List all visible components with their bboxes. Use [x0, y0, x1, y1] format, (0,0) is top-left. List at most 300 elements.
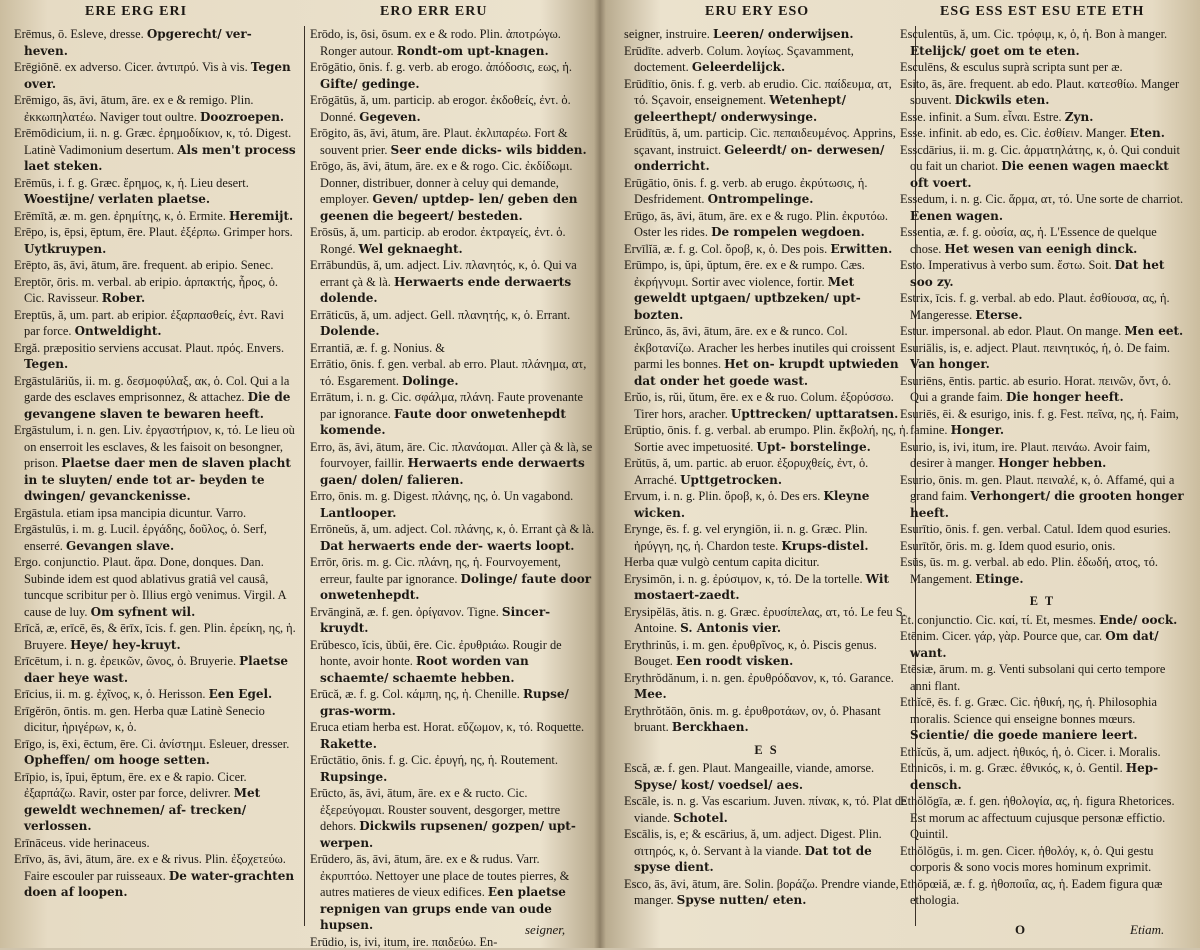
- dictionary-entry: [624, 876, 909, 909]
- entry-dutch-blackletter: Upt- borstelinge.: [757, 440, 871, 454]
- dictionary-entry: [310, 521, 595, 554]
- entry-dutch-blackletter: Men eet.: [1124, 324, 1183, 338]
- entry-latin-french: Erīpio, is, ĭpui, ēptum, ēre. ex e & rapio. Cicer. ἐξαρπάζω. Ravir, oster par force, delivrer.: [14, 770, 247, 801]
- entry-dutch-blackletter: Ende/ oock.: [1099, 613, 1177, 627]
- entry-dutch-blackletter: Die de gevangene slaven te bewaren heeft.: [24, 390, 290, 421]
- section-heading: E T: [900, 593, 1185, 610]
- entry-dutch-blackletter: Woestijne/ verlaten plaetse.: [24, 192, 210, 206]
- dictionary-entry: [624, 43, 909, 76]
- dictionary-entry: [14, 422, 299, 505]
- entry-latin-french: Ergāstulāriŭs, ii. m. g. δεσμοφύλαξ, ακ, ὁ. Col. Qui a la garde des esclaves emprisonnez, & attachez.: [14, 374, 289, 405]
- dictionary-entry: [900, 76, 1185, 109]
- entry-dutch-blackletter: Heremijt.: [229, 209, 293, 223]
- entry-dutch-blackletter: Ontrompelinge.: [708, 192, 814, 206]
- dictionary-entry: [624, 604, 909, 637]
- entry-latin-french: Erōgo, ās, āvi, ātum, āre. ex e & rogo. Cic. ἐκδίδωμι. Donner, distribuer, donner à celuy qui demande, employer.: [310, 159, 572, 206]
- entry-latin-french: Ethŏlŏgūs, i. m. gen. Cicer. ἠθολόγ, κ, ὁ. Qui gestu corporis & sono vocis mores hominum exprimit.: [900, 844, 1154, 875]
- dictionary-entry: [310, 488, 595, 521]
- dictionary-entry: [900, 760, 1185, 793]
- entry-dutch-blackletter: Zyn.: [1065, 110, 1094, 124]
- entry-latin-french: Errābundūs, ă, um. adject. Liv. πλανητός, κ, ὁ. Qui va errant çà & là.: [310, 258, 577, 289]
- dictionary-entry: [310, 637, 595, 687]
- entry-latin-french: Esurītŏr, ōris. m. g. Idem quod esurio, onis.: [900, 539, 1115, 553]
- entry-dutch-blackletter: S. Antonis vier.: [680, 621, 781, 635]
- dictionary-entry: [624, 208, 909, 241]
- dictionary-entry: [624, 389, 909, 422]
- entry-dutch-blackletter: Uytkruypen.: [24, 242, 106, 256]
- dictionary-entry: [900, 521, 1185, 538]
- dictionary-entry: [900, 59, 1185, 76]
- dictionary-entry: [624, 488, 909, 521]
- entry-latin-french: Erīvo, ās, āvi, ātum, āre. ex e & rivus. Plin. ἐξοχετεύω. Faire escouler par ruisseaux.: [14, 852, 286, 883]
- dictionary-entry: [624, 257, 909, 323]
- entry-dutch-blackletter: Rupsinge.: [320, 770, 387, 784]
- column-header: ESG ESS EST ESU ETE ETH: [940, 4, 1144, 20]
- dictionary-entry: [624, 76, 909, 126]
- dictionary-entry: [624, 793, 909, 826]
- entry-latin-french: Erythrŏdănum, i. n. gen. ἐρυθρόδανον, κ, τό. Garance.: [624, 671, 894, 685]
- entry-dutch-blackletter: Kleyne wicken.: [634, 489, 869, 520]
- dictionary-entry: [310, 307, 595, 340]
- entry-group: [624, 760, 909, 909]
- entry-dutch-blackletter: Wit mostaert-zaedt.: [634, 572, 889, 603]
- entry-dutch-blackletter: Honger hebben.: [998, 456, 1106, 470]
- entry-dutch-blackletter: Dickwils rupsenen/ gozpen/ upt- werpen.: [320, 819, 576, 850]
- entry-dutch-blackletter: Verhongert/ die grooten honger heeft.: [910, 489, 1184, 520]
- entry-latin-french: Erūptio, ōnis. f. g. verbal. ab erumpo. Plin. ἔκβολή, ης, ἡ. Sortie avec impetuosité.: [624, 423, 909, 454]
- entry-latin-french: Errōneŭs, ă, um. adject. Col. πλάνης, κ, ὁ. Errant çà & là.: [310, 522, 594, 536]
- entry-dutch-blackletter: Het on- krupdt uptwieden dat onder het goede wast.: [634, 357, 899, 388]
- entry-dutch-blackletter: Spyse/ kost/ voedsel/ aes.: [634, 778, 803, 792]
- entry-latin-french: Erēpto, ās, āvi, ātum, āre. frequent. ab eripio. Senec.: [14, 258, 273, 272]
- entry-latin-french: Erōgātio, ōnis. f. g. verb. ab erogo. ἀπόδοσις, εως, ἡ.: [310, 60, 572, 74]
- entry-latin-french: Esto. Imperativus à verbo sum. ἔστω. Soit.: [900, 258, 1115, 272]
- entry-dutch-blackletter: Dat herwaerts ende der- waerts loopt.: [320, 539, 574, 553]
- dictionary-entry: [14, 373, 299, 423]
- dictionary-entry: [310, 439, 595, 489]
- entry-latin-french: Esse. infinit. ab edo, es. Cic. ἐσθίειν. Manger.: [900, 126, 1130, 140]
- entry-group: [900, 26, 1185, 587]
- dictionary-entry: [14, 257, 299, 274]
- entry-latin-french: Erēpo, is, ēpsi, ēptum, ēre. Plaut. ἐξέρπω. Grimper hors.: [14, 225, 293, 239]
- entry-latin-french: Estrix, īcis. f. g. verbal. ab edo. Plaut. ἐσθίουσα, ας, ἡ. Mangeresse.: [900, 291, 1170, 322]
- entry-latin-french: Erūgātio, ōnis. f. g. verb. ab erugo. ἐκρύτωσις, ἡ. Desfridement.: [624, 176, 867, 207]
- dictionary-entry: [624, 26, 909, 43]
- entry-latin-french: Erŭtūs, ă, um. partic. ab eruor. ἐξορυχθείς, ἐντ, ὁ. Arraché.: [624, 456, 868, 487]
- dictionary-entry: [14, 505, 299, 522]
- entry-dutch-blackletter: Om syfnent wil.: [91, 605, 196, 619]
- entry-latin-french: seigner, instruire.: [624, 27, 713, 41]
- entry-latin-french: Erūcă, æ. f. g. Col. κάμπη, ης, ἡ. Chenille.: [310, 687, 523, 701]
- entry-dutch-blackletter: Leeren/ onderwijsen.: [713, 27, 854, 41]
- entry-latin-french: Errantiā, æ. f. g. Nonius. &: [310, 341, 445, 355]
- dictionary-entry: [900, 694, 1185, 744]
- dictionary-entry: [624, 670, 909, 703]
- entry-dutch-blackletter: Dat tot de spyse dient.: [634, 844, 872, 875]
- dictionary-entry: [14, 521, 299, 554]
- entry-latin-french: Ergo. conjunctio. Plaut. ἄρα. Done, donques. Dan. Subinde idem est quod ablativus gratiâ vel causâ, tuncque scribitur per ò. Illius ergò venimus. Virgil. A cause de luy.: [14, 555, 286, 619]
- dictionary-column: [310, 26, 595, 950]
- entry-latin-french: Esse. infinit. a Sum. εἶναι. Estre.: [900, 110, 1065, 124]
- entry-dutch-blackletter: Om dat/ want.: [910, 629, 1159, 660]
- entry-latin-french: Erēmus, ō. Esleve, dresse.: [14, 27, 147, 41]
- dictionary-entry: [900, 26, 1185, 59]
- entry-dutch-blackletter: Dat het soo zy.: [910, 258, 1164, 289]
- entry-latin-french: Erŭbesco, ĭcis, ŭbŭi, ēre. Cic. ἐρυθριάω. Rougir de honte, avoir honte.: [310, 638, 562, 669]
- dictionary-entry: [14, 175, 299, 208]
- entry-latin-french: Esurītio, ōnis. f. gen. verbal. Catul. Idem quod esuries.: [900, 522, 1171, 536]
- entry-latin-french: Esurio, is, ivi, itum, ire. Plaut. πεινάω. Avoir faim, desirer à manger.: [900, 440, 1150, 471]
- entry-dutch-blackletter: Heye/ hey-kruyt.: [70, 638, 181, 652]
- signature-mark: O: [1015, 922, 1025, 938]
- dictionary-column: [14, 26, 299, 901]
- entry-dutch-blackletter: Plaetse daer men de slaven placht in te sluyten/ ende tot ar- beyden te dwingen/ gevanckenisse.: [24, 456, 291, 503]
- entry-dutch-blackletter: Lantlooper.: [320, 506, 396, 520]
- entry-latin-french: Erōgātūs, ă, um. particip. ab erogor. ἐκδοθείς, ἐντ. ὁ. Donné.: [310, 93, 571, 124]
- entry-latin-french: Erēgiōnē. ex adverso. Cicer. ἀντιπρύ. Vis à vis.: [14, 60, 251, 74]
- entry-latin-french: Ervīlĭā, æ. f. g. Col. ὄροβ, κ, ὁ. Des pois.: [624, 242, 830, 256]
- catchword: Etiam.: [1130, 922, 1164, 938]
- dictionary-entry: [900, 793, 1185, 843]
- entry-dutch-blackletter: Een plaetse repnigen van grups ende van oude hupsen.: [320, 885, 566, 932]
- entry-dutch-blackletter: Opheffen/ om hooge setten.: [24, 753, 210, 767]
- dictionary-entry: [624, 323, 909, 389]
- entry-latin-french: Erŭnco, ās, āvi, ātum, āre. ex e & runco. Col. ἐκβοτανίζω. Aracher les herbes inutiles qui croissent parmi les bonnes.: [624, 324, 895, 371]
- section-heading: E S: [624, 742, 909, 759]
- entry-latin-french: Erīnāceus. vide herinaceus.: [14, 836, 150, 850]
- entry-latin-french: Et. conjunctio. Cic. καί, τί. Et, mesmes.: [900, 613, 1099, 627]
- entry-latin-french: Essedum, i. n. g. Cic. ἅρμα, ατ, τό. Une sorte de charriot.: [900, 192, 1183, 206]
- dictionary-entry: [14, 208, 299, 225]
- dictionary-entry: [624, 241, 909, 258]
- entry-dutch-blackletter: Met geweldt uptgaen/ uptbzeken/ upt- bozten.: [634, 275, 861, 322]
- entry-latin-french: Erōsūs, ă, um. particip. ab erodor. ἐκτραγείς, ἐντ. ὁ. Rongé.: [310, 225, 566, 256]
- catchword: seigner,: [525, 922, 565, 938]
- entry-latin-french: Erynge, ēs. f. g. vel eryngiōn, ii. n. g. Græc. Plin. ἠρύγγη, ης, ἡ. Chardon teste.: [624, 522, 868, 553]
- entry-latin-french: Erīcētum, i. n. g. ἐρεικῶν, ῶνος, ὁ. Bruyerie.: [14, 654, 239, 668]
- entry-latin-french: Etēsiæ, ārum. m. g. Venti subsolani qui certo tempore anni flant.: [900, 662, 1165, 693]
- dictionary-entry: [310, 686, 595, 719]
- dictionary-entry: [900, 257, 1185, 290]
- entry-latin-french: Erūdīte. adverb. Colum. λογίως. Sçavamment, doctement.: [624, 44, 854, 75]
- entry-latin-french: Esuriēs, ēi. & esurigo, inis. f. g. Fest. πεῖνα, ης, ἡ. Faim, famine.: [900, 407, 1179, 438]
- entry-latin-french: Esuriēns, ēntis. partic. ab esurio. Horat. πεινῶν, ὄντ, ὁ. Qui a grande faim.: [900, 374, 1171, 405]
- dictionary-entry: [14, 620, 299, 653]
- entry-dutch-blackletter: Als men't process laet steken.: [24, 143, 296, 174]
- dictionary-entry: [624, 826, 909, 876]
- entry-dutch-blackletter: Scientie/ die goede maniere leert.: [910, 728, 1138, 742]
- dictionary-entry: [900, 142, 1185, 192]
- entry-latin-french: Essentia, æ. f. g. οὐσία, ας, ἡ. L'Essence de quelque chose.: [900, 225, 1157, 256]
- entry-dutch-blackletter: Opgerecht/ ver- heven.: [24, 27, 252, 58]
- entry-dutch-blackletter: Etinge.: [975, 572, 1023, 586]
- entry-latin-french: Esculēns, & esculus suprà scripta sunt per æ.: [900, 60, 1123, 74]
- entry-latin-french: Ergāstula. etiam ipsa mancipia dicuntur. Varro.: [14, 506, 246, 520]
- entry-dutch-blackletter: Schotel.: [673, 811, 728, 825]
- entry-latin-french: Erūdītūs, ă, um. particip. Cic. πεπαιδευμένος. Apprins, sçavant, instruict.: [624, 126, 896, 157]
- entry-dutch-blackletter: Geleerdt/ on- derwesen/ onderricht.: [634, 143, 884, 174]
- entry-dutch-blackletter: Dolinge.: [402, 374, 458, 388]
- dictionary-entry: [624, 125, 909, 175]
- dictionary-entry: [624, 175, 909, 208]
- entry-latin-french: Ervum, i. n. g. Plin. ὄροβ, κ, ὁ. Des ers.: [624, 489, 823, 503]
- entry-dutch-blackletter: Die eenen wagen maeckt oft voert.: [910, 159, 1169, 190]
- column-header: ERU ERY ESO: [705, 4, 809, 20]
- entry-dutch-blackletter: Tegen.: [24, 357, 68, 371]
- dictionary-entry: [310, 26, 595, 59]
- entry-dutch-blackletter: Wetenhept/ geleerthept/ onderwysinge.: [634, 93, 846, 124]
- entry-latin-french: Erūdero, ās, āvi, ātum, āre. ex e & rudus. Varr. ἐκρυπτόω. Nettoyer une place de toutes pierres, & autres matieres de vieux edifices.: [310, 852, 569, 899]
- entry-latin-french: Erōgito, ās, āvi, ātum, āre. Plaut. ἐκλιπαρέω. Fort & souvent prier.: [310, 126, 568, 157]
- entry-latin-french: Erēmōdicium, ii. n. g. Græc. ἐρημοδίκιον, κ, τό. Digest. Latinè Vadimonium desertum.: [14, 126, 291, 157]
- entry-dutch-blackletter: Een roodt visken.: [676, 654, 793, 668]
- left-page: [0, 0, 600, 948]
- entry-dutch-blackletter: De water-grachten doen af loopen.: [24, 869, 294, 900]
- dictionary-entry: [14, 769, 299, 835]
- entry-latin-french: Erythrinŭs, i. m. gen. ἐρυθρῖνος, κ, ὁ. Piscis genus. Bouget.: [624, 638, 877, 669]
- entry-latin-french: Erro, ōnis. m. g. Digest. πλάνης, ης, ὁ. Un vagabond.: [310, 489, 573, 503]
- entry-latin-french: Esūs, ūs. m. g. verbal. ab edo. Plin. ἐδωδή, ατος, τό. Mangement.: [900, 555, 1158, 586]
- dictionary-column: [624, 26, 909, 909]
- entry-dutch-blackletter: Root worden van schaemte/ schaemte hebben.: [320, 654, 529, 685]
- entry-latin-french: Erysipĕlās, ătis. n. g. Græc. ἐρυσίπελας, ατ, τό. Le feu S. Antoine.: [624, 605, 906, 636]
- entry-latin-french: Erūdio, is, ivi, itum, ire. παιδεύω. En-: [310, 935, 497, 949]
- dictionary-entry: [310, 59, 595, 92]
- dictionary-entry: [14, 686, 299, 703]
- dictionary-entry: [900, 373, 1185, 406]
- entry-latin-french: Ethĭcē, ēs. f. g. Græc. Cic. ἠθική, ης, ἡ. Philosophia moralis. Science qui enseigne bonnes mœurs.: [900, 695, 1157, 726]
- entry-dutch-blackletter: Een Egel.: [209, 687, 273, 701]
- entry-latin-french: Erīgo, is, ēxi, ēctum, ēre. Ci. ἀνίστημι. Esleuer, dresser.: [14, 737, 289, 751]
- entry-latin-french: Ervāngină, æ. f. gen. ὀρίγανον. Tigne.: [310, 605, 502, 619]
- dictionary-entry: [900, 843, 1185, 876]
- entry-latin-french: Estur. impersonal. ab edor. Plaut. On mange.: [900, 324, 1124, 338]
- entry-latin-french: Erēmūs, i. f. g. Græc. ἔρημος, κ, ἡ. Lieu desert.: [14, 176, 249, 190]
- entry-latin-french: Erūmpo, is, ŭpi, ŭptum, ēre. ex e & rumpo. Cæs. ἐκρήγνυμι. Sortir avec violence, fortir.: [624, 258, 865, 289]
- entry-latin-french: Ethŏlŏgīa, æ. f. gen. ἠθολογία, ας, ἡ. figura Rhetorices. Est morum ac affectuum cujusque personæ effictio. Quintil.: [900, 794, 1175, 841]
- dictionary-entry: [900, 191, 1185, 224]
- entry-latin-french: Ereptūs, ă, um. part. ab eripior. ἐξαρπασθείς, ἐντ. Ravi par force.: [14, 308, 284, 339]
- entry-dutch-blackletter: Upttgetrocken.: [680, 473, 782, 487]
- dictionary-entry: [310, 752, 595, 785]
- entry-dutch-blackletter: Seer ende dicks- wils bidden.: [391, 143, 587, 157]
- entry-latin-french: Escāle, is. n. g. Vas escarium. Juven. πίνακ, κ, τό. Plat de viande.: [624, 794, 907, 825]
- entry-dutch-blackletter: Eterse.: [975, 308, 1022, 322]
- dictionary-entry: [900, 628, 1185, 661]
- dictionary-entry: [14, 307, 299, 340]
- dictionary-entry: [14, 274, 299, 307]
- entry-dutch-blackletter: Sincer-kruydt.: [320, 605, 550, 636]
- entry-latin-french: Esco, ās, āvi, ātum, āre. Solin. βοράζω. Prendre viande, manger.: [624, 877, 899, 908]
- entry-latin-french: Esurio, ōnis. m. gen. Plaut. πειναλέ, κ, ὁ. Affamé, qui a grand faim.: [900, 473, 1174, 504]
- entry-latin-french: Escālis, is, e; & escārius, ă, um. adject. Digest. Plin. σιτηρός, κ, ὁ. Servant à la viande.: [624, 827, 882, 858]
- entry-dutch-blackletter: Rondt-om upt-knagen.: [397, 44, 549, 58]
- entry-latin-french: Erīgĕrōn, ōntis. m. gen. Herba quæ Latinè Senecio dicitur, ἠριγέρων, κ, ὁ.: [14, 704, 265, 735]
- entry-latin-french: Etēnim. Cicer. γάρ, γὰρ. Pource que, car.: [900, 629, 1105, 643]
- dictionary-entry: [624, 760, 909, 793]
- entry-latin-french: Erŭo, is, rŭi, ŭtum, ēre. ex e & ruo. Colum. ἐξορύσσω. Tirer hors, aracher.: [624, 390, 894, 421]
- dictionary-entry: [900, 554, 1185, 587]
- entry-dutch-blackletter: Het wesen van eenigh dinck.: [944, 242, 1137, 256]
- entry-latin-french: Esculentūs, ă, um. Cic. τρόφιμ, κ, ὁ, ἡ. Bon à manger.: [900, 27, 1167, 41]
- entry-dutch-blackletter: Met geweldt wechnemen/ af- trecken/ verlossen.: [24, 786, 260, 833]
- dictionary-entry: [900, 125, 1185, 142]
- entry-latin-french: Erūcto, ās, āvi, ātum, āre. ex e & ructo. Cic. ἐξερεύγομαι. Rouster souvent, desgorger, mettre dehors.: [310, 786, 560, 833]
- entry-dutch-blackletter: Honger.: [951, 423, 1005, 437]
- entry-dutch-blackletter: De rompelen wegdoen.: [711, 225, 865, 239]
- dictionary-entry: [900, 340, 1185, 373]
- dictionary-entry: [14, 835, 299, 852]
- dictionary-entry: [900, 323, 1185, 340]
- entry-dutch-blackletter: Ontweldight.: [75, 324, 162, 338]
- column-rule: [304, 26, 305, 926]
- dictionary-entry: [900, 612, 1185, 629]
- dictionary-entry: [310, 257, 595, 307]
- entry-latin-french: Errāticūs, ă, um. adject. Gell. πλανητής, κ, ὁ. Errant.: [310, 308, 570, 322]
- entry-latin-french: Ergāstulum, i. n. gen. Liv. ἐργαστήριον, κ, τό. Le lieu où on enserroit les esclaves, & les faisoit on besongner, prison.: [14, 423, 295, 470]
- entry-dutch-blackletter: Van honger.: [910, 357, 990, 371]
- entry-dutch-blackletter: Herwaerts ende derwaerts gaen/ dolen/ falieren.: [320, 456, 585, 487]
- entry-dutch-blackletter: Upttrecken/ upttaratsen.: [731, 407, 898, 421]
- entry-dutch-blackletter: Gifte/ gedinge.: [320, 77, 420, 91]
- entry-latin-french: Erēmītă, æ. m. gen. ἐρημίτης, κ, ὁ. Ermite.: [14, 209, 229, 223]
- entry-dutch-blackletter: Spyse nutten/ eten.: [677, 893, 807, 907]
- entry-latin-french: Errōr, ōris. m. g. Cic. πλάνη, ης, ἡ. Fourvoyement, erreur, faulte par ignorance.: [310, 555, 561, 586]
- entry-group: [900, 612, 1185, 909]
- dictionary-entry: [900, 876, 1185, 909]
- dictionary-entry: [900, 744, 1185, 761]
- dictionary-entry: [14, 26, 299, 59]
- column-header: ERE ERG ERI: [85, 4, 187, 20]
- entry-dutch-blackletter: Dolende.: [320, 324, 380, 338]
- dictionary-entry: [900, 109, 1185, 126]
- dictionary-entry: [14, 92, 299, 125]
- entry-latin-french: Ereptōr, ōris. m. verbal. ab eripio. ἁρπακτής, ἧρος, ὁ. Cic. Ravisseur.: [14, 275, 278, 306]
- entry-dutch-blackletter: Rakette.: [320, 737, 377, 751]
- dictionary-entry: [14, 340, 299, 373]
- dictionary-entry: [900, 538, 1185, 555]
- entry-latin-french: Erūctātio, ōnis. f. g. Cic. ἐρυγή, ης, ἡ. Routement.: [310, 753, 558, 767]
- entry-dutch-blackletter: Dolinge/ faute door onwetenhepdt.: [320, 572, 591, 603]
- entry-group: [624, 26, 909, 736]
- entry-latin-french: Erōdo, is, ōsi, ōsum. ex e & rodo. Plin. ἀποτρώγω. Ronger autour.: [310, 27, 561, 58]
- dictionary-entry: [900, 661, 1185, 694]
- entry-latin-french: Erīcius, ii. m. g. ἐχῖνος, κ, ὁ. Herisson.: [14, 687, 209, 701]
- entry-latin-french: Esuriālis, is, e. adject. Plaut. πεινητικός, ἡ, ὁ. De faim.: [900, 341, 1170, 355]
- dictionary-entry: [14, 59, 299, 92]
- dictionary-entry: [310, 125, 595, 158]
- dictionary-entry: [624, 521, 909, 554]
- entry-latin-french: Ethĭcŭs, ă, um. adject. ἠθικός, ἡ, ὁ. Cicer. i. Moralis.: [900, 745, 1161, 759]
- entry-dutch-blackletter: Wel geknaeght.: [359, 242, 463, 256]
- dictionary-entry: [14, 703, 299, 736]
- entry-latin-french: Erythrŏtăōn, ōnis. m. g. ἐρυθροτάων, ον, ὁ. Phasant bruant.: [624, 704, 881, 735]
- entry-dutch-blackletter: Geven/ uptdep- len/ geben den geenen die begeert/ besteden.: [320, 192, 578, 223]
- entry-latin-french: Esito, ās, āre. frequent. ab edo. Plaut. κατεσθίω. Manger souvent.: [900, 77, 1179, 108]
- entry-dutch-blackletter: Etelijck/ goet om te eten.: [910, 44, 1080, 58]
- dictionary-entry: [624, 422, 909, 455]
- dictionary-entry: [310, 92, 595, 125]
- dictionary-entry: [624, 637, 909, 670]
- entry-latin-french: Erīcă, æ, erīcē, ēs, & ērīx, īcis. f. gen. Plin. ἐρείκη, ης, ἡ. Bruyere.: [14, 621, 296, 652]
- entry-dutch-blackletter: Eten.: [1130, 126, 1165, 140]
- entry-dutch-blackletter: Dickwils eten.: [955, 93, 1050, 107]
- dictionary-entry: [310, 604, 595, 637]
- dictionary-entry: [14, 736, 299, 769]
- entry-dutch-blackletter: Erwitten.: [830, 242, 892, 256]
- entry-latin-french: Esscdārius, ii. m. g. Cic. ἁρματηλάτης, κ, ὁ. Qui conduit ou fait un chariot.: [900, 143, 1180, 174]
- dictionary-entry: [310, 719, 595, 752]
- entry-latin-french: Eruca etiam herba est. Horat. εὔζωμον, κ, τό. Roquette.: [310, 720, 584, 734]
- column-header: ERO ERR ERU: [380, 4, 487, 20]
- entry-latin-french: Erysimōn, i. n. g. ἐρύσιμον, κ, τό. De la tortelle.: [624, 572, 866, 586]
- entry-dutch-blackletter: Die honger heeft.: [1006, 390, 1124, 404]
- dictionary-column: [900, 26, 1185, 909]
- dictionary-entry: [14, 224, 299, 257]
- entry-dutch-blackletter: Geleerdelijck.: [692, 60, 785, 74]
- entry-latin-french: Errātio, ōnis. f. gen. verbal. ab erro. Plaut. πλάνημα, ατ, τό. Esgarement.: [310, 357, 586, 388]
- dictionary-entry: [310, 356, 595, 389]
- dictionary-entry: [310, 340, 595, 357]
- entry-latin-french: Erēmigo, ās, āvi, ātum, āre. ex e & remigo. Plin. ἐκκωπηλατέω. Naviger tout oultre.: [14, 93, 254, 124]
- entry-dutch-blackletter: Herwaerts ende derwaerts dolende.: [320, 275, 571, 306]
- entry-dutch-blackletter: Faute door onwetenhepdt komende.: [320, 407, 566, 438]
- entry-latin-french: Ergāstulūs, i. m. g. Lucil. ἐργάδης, δοῦλος, ὁ. Serf, enserré.: [14, 522, 267, 553]
- entry-dutch-blackletter: Doozroepen.: [200, 110, 284, 124]
- entry-latin-french: Errātum, i. n. g. Cic. σφάλμα, πλάνη. Faute provenante par ignorance.: [310, 390, 583, 421]
- dictionary-entry: [900, 472, 1185, 522]
- dictionary-entry: [14, 554, 299, 620]
- entry-latin-french: Ethŏpœiă, æ. f. g. ἠθοποιΐα, ας, ἡ. Eadem figura quæ ethologia.: [900, 877, 1162, 908]
- dictionary-entry: [900, 439, 1185, 472]
- entry-dutch-blackletter: Hep- densch.: [910, 761, 1158, 792]
- entry-latin-french: Escă, æ. f. gen. Plaut. Mangeaille, viande, amorse.: [624, 761, 874, 775]
- dictionary-entry: [900, 224, 1185, 257]
- entry-dutch-blackletter: Mee.: [634, 687, 667, 701]
- entry-dutch-blackletter: Rober.: [102, 291, 145, 305]
- entry-dutch-blackletter: Plaetse daer heye wast.: [24, 654, 288, 685]
- entry-latin-french: Erūdītio, ōnis. f. g. verb. ab erudio. Cic. παίδευμα, ατ, τό. Sçavoir, enseignement.: [624, 77, 892, 108]
- entry-dutch-blackletter: Krups-distel.: [781, 539, 868, 553]
- dictionary-entry: [624, 703, 909, 736]
- entry-dutch-blackletter: Rupse/ gras-worm.: [320, 687, 569, 718]
- entry-dutch-blackletter: Gevangen slave.: [66, 539, 174, 553]
- right-page: [600, 0, 1200, 948]
- dictionary-entry: [900, 406, 1185, 439]
- entry-dutch-blackletter: Tegen over.: [24, 60, 291, 91]
- dictionary-entry: [14, 125, 299, 175]
- entry-latin-french: Herba quæ vulgò centum capita dicitur.: [624, 555, 819, 569]
- dictionary-entry: [310, 389, 595, 439]
- entry-dutch-blackletter: Gegeven.: [359, 110, 420, 124]
- dictionary-entry: [310, 554, 595, 604]
- dictionary-entry: [900, 290, 1185, 323]
- dictionary-entry: [310, 158, 595, 224]
- dictionary-entry: [624, 554, 909, 571]
- dictionary-entry: [14, 653, 299, 686]
- entry-latin-french: Erūgo, ās, āvi, ātum, āre. ex e & rugo. Plin. ἐκρυτόω. Oster les rides.: [624, 209, 888, 240]
- dictionary-entry: [624, 455, 909, 488]
- entry-latin-french: Erro, ās, āvi, ātum, āre. Cic. πλανάομαι. Aller çà & là, se fourvoyer, faillir.: [310, 440, 592, 471]
- dictionary-entry: [624, 571, 909, 604]
- entry-latin-french: Ergă. præpositio serviens accusat. Plaut. πρός. Envers.: [14, 341, 284, 355]
- entry-dutch-blackletter: Berckhaen.: [672, 720, 749, 734]
- dictionary-entry: [310, 224, 595, 257]
- dictionary-entry: [14, 851, 299, 901]
- entry-latin-french: Ethnicōs, i. m. g. Græc. ἐθνικός, κ, ὁ. Gentil.: [900, 761, 1126, 775]
- entry-dutch-blackletter: Eenen wagen.: [910, 209, 1003, 223]
- dictionary-entry: [310, 785, 595, 851]
